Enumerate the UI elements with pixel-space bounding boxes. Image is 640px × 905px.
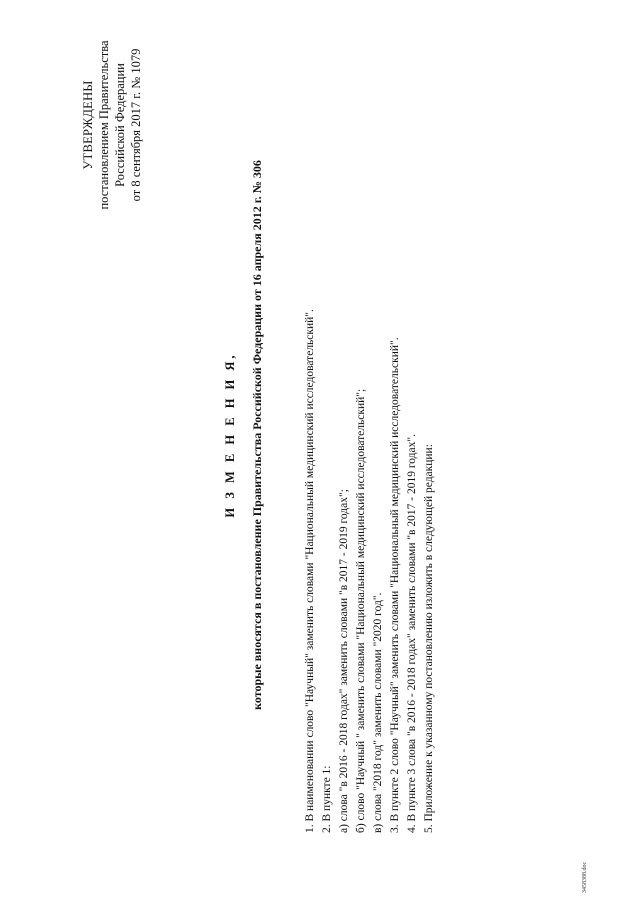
- document-heading: [222, 85, 266, 785]
- heading-subtitle: которые вносятся в постановление Правительства Российской Федерации от 16 апреля 2012 г. № 306: [250, 160, 264, 710]
- approval-line-2: Российской Федерации: [113, 63, 127, 187]
- amendment-item: 2. В пункте 1:: [321, 765, 333, 833]
- amendment-item: в) слова "2018 год" заменить словами "2020 год".: [372, 592, 384, 833]
- amendment-item: 4. В пункте 3 слова "в 2016 - 2018 годах" заменить словами "в 2017 - 2019 годах".: [406, 434, 418, 833]
- approval-line-3: от 8 сентября 2017 г. № 1079: [129, 48, 143, 202]
- amendment-item: 1. В наименовании слово "Научный" заменить словами "Национальный медицинский исследовательский".: [304, 309, 316, 833]
- approval-title: УТВЕРЖДЕНЫ: [81, 80, 95, 170]
- approval-line-1: постановлением Правительства: [97, 40, 111, 210]
- amendment-item: 3. В пункте 2 слово "Научный" заменить словами "Национальный медицинский исследовательский".: [389, 337, 401, 833]
- amendment-item: а) слова "в 2016 - 2018 годах" заменить словами "в 2017 - 2019 годах";: [338, 489, 350, 833]
- amendment-item: б) слово "Научный " заменить словами "Национальный медицинский исследовательский";: [355, 388, 367, 833]
- footer-filename: 3458388.doc: [582, 861, 588, 893]
- amendment-item: 5. Приложение к указанному постановлению изложить в следующей редакции:: [423, 444, 435, 833]
- heading-title: И З М Е Н Е Н И Я,: [223, 352, 237, 518]
- amendments-list: [302, 73, 438, 833]
- approval-block: [80, 25, 144, 225]
